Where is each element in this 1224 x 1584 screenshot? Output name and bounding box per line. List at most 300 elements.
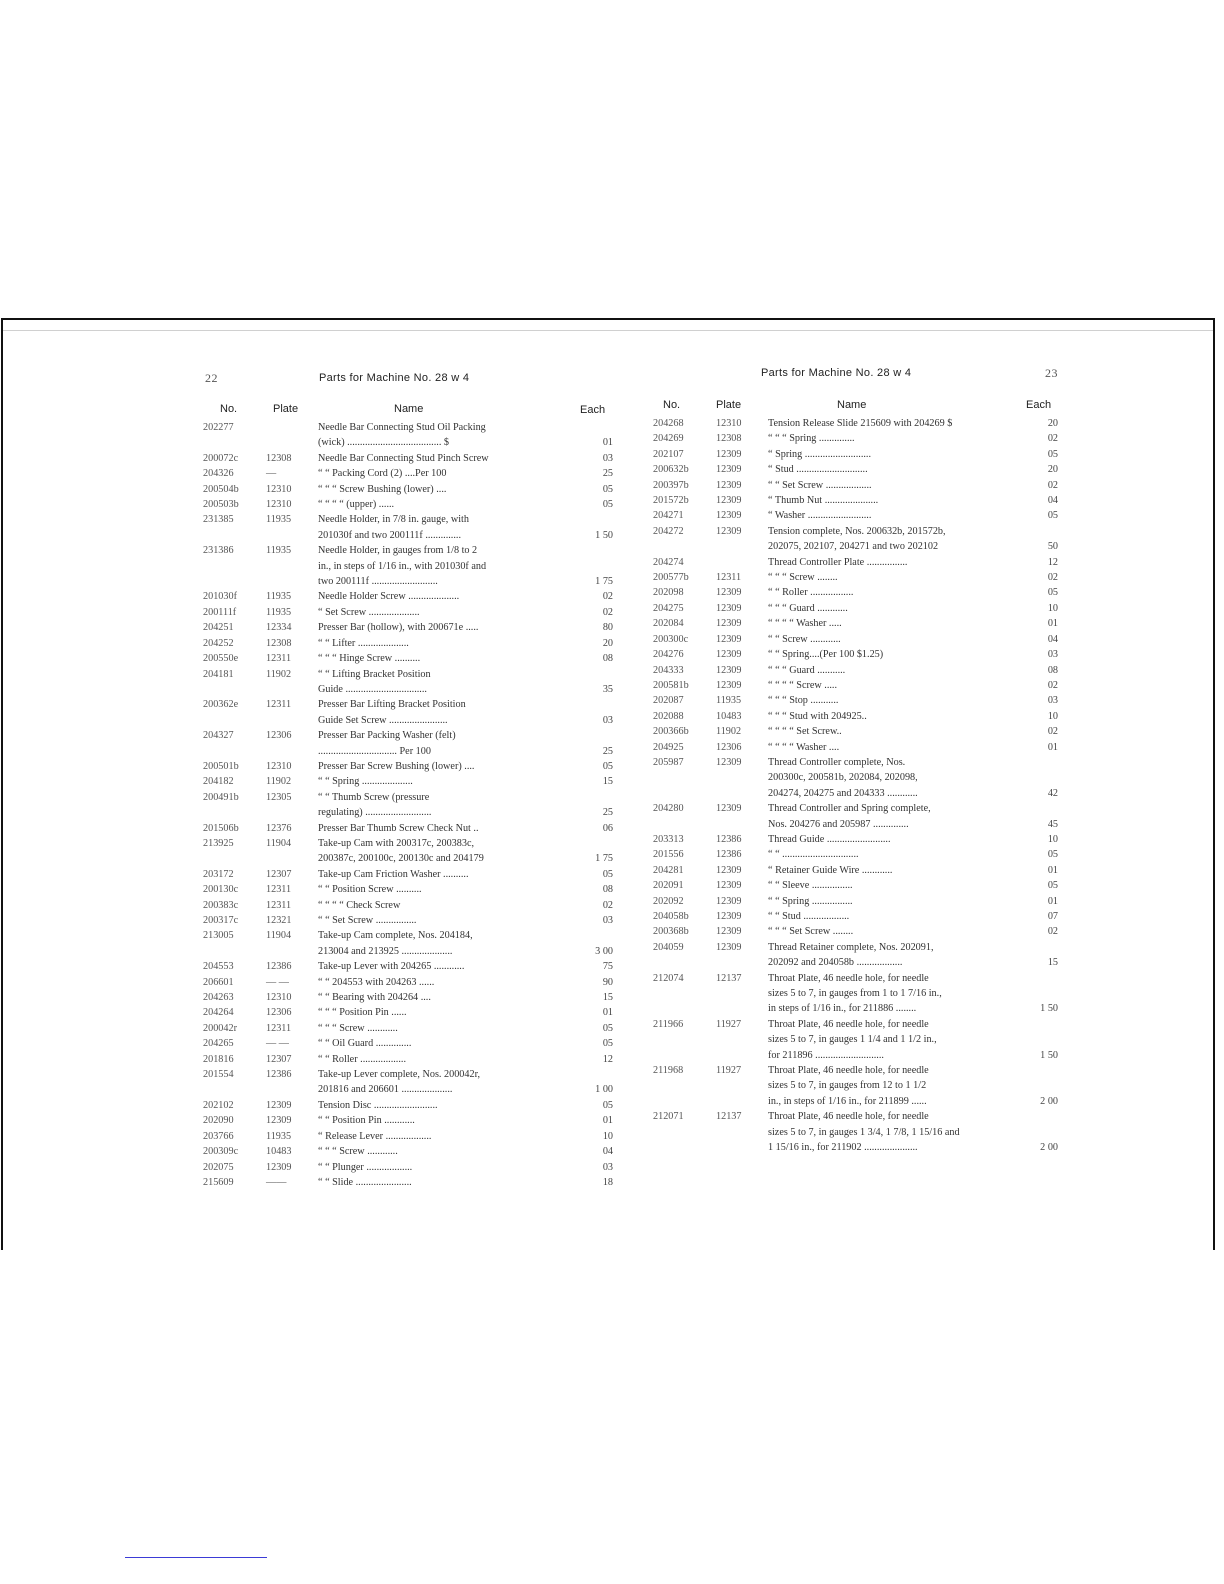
table-row (203, 1129, 613, 1144)
part-number: 202092 (653, 895, 684, 907)
part-name: “ “ “ “ (upper) ...... (318, 499, 395, 511)
plate-number: 12309 (266, 1099, 292, 1111)
part-name: “ Retainer Guide Wire ............ (768, 864, 893, 876)
part-price: 10 (1047, 833, 1058, 845)
table-row (653, 1048, 1058, 1063)
part-number: 202075 (203, 1161, 234, 1173)
part-price: 05 (1047, 880, 1058, 892)
table-row (653, 570, 1058, 585)
part-price: 02 (1047, 679, 1058, 691)
part-price: 03 (602, 915, 613, 926)
part-number: 204263 (203, 992, 234, 1004)
plate-number: 11902 (716, 726, 742, 738)
table-row (203, 1098, 613, 1113)
part-number (653, 1032, 716, 1047)
part-number: 200130c (203, 884, 239, 896)
plate-number (716, 786, 768, 801)
part-number: 204059 (653, 941, 684, 953)
part-price (1026, 1125, 1058, 1140)
part-name: sizes 5 to 7, in gauges from 12 to 1 1/2 (768, 1080, 927, 1092)
part-name: “ “ “ Hinge Screw .......... (318, 653, 421, 665)
part-number: 203766 (203, 1130, 234, 1142)
part-number: 215609 (203, 1176, 234, 1188)
part-name: “ “ Thumb Screw (pressure (318, 791, 430, 803)
part-name: sizes 5 to 7, in gauges 1 3/4, 1 7/8, 1 15/16 and (768, 1126, 960, 1138)
part-name: “ “ Spring....(Per 100 $1.25) (768, 649, 884, 661)
part-number (653, 986, 716, 1001)
plate-number: 11935 (716, 695, 742, 707)
part-price: 08 (602, 884, 613, 896)
table-row (203, 713, 613, 728)
table-row (653, 878, 1058, 893)
table-row (653, 1017, 1058, 1032)
table-row (653, 493, 1058, 508)
part-name: “ “ “ Stop ........... (768, 695, 839, 707)
part-price: 04 (1047, 633, 1058, 645)
table-row (203, 1005, 613, 1020)
plate-number: 11927 (716, 1065, 742, 1077)
part-name: Needle Holder Screw .................... (318, 591, 460, 603)
part-name: Presser Bar (hollow), with 200671e ..... (318, 622, 479, 634)
table-row (653, 601, 1058, 616)
part-number: 202084 (653, 618, 684, 630)
part-name: “ “ “ Guard ........... (768, 664, 846, 676)
plate-number (716, 817, 768, 832)
part-name: “ “ “ Screw ........ (768, 572, 838, 584)
part-price: 80 (602, 622, 613, 634)
part-price: 01 (602, 437, 613, 449)
table-row (653, 478, 1058, 493)
part-name: Throat Plate, 46 needle hole, for needle (768, 1111, 929, 1123)
part-name: Throat Plate, 46 needle hole, for needle (768, 1018, 929, 1030)
plate-number: 12309 (716, 926, 742, 938)
part-name: Take-up Cam with 200317c, 200383c, (318, 837, 475, 849)
plate-number: 12307 (266, 1053, 292, 1065)
part-price: 05 (602, 1038, 613, 1050)
plate-number: 12306 (266, 1007, 292, 1019)
part-name: Tension complete, Nos. 200632b, 201572b, (768, 525, 946, 537)
table-row (653, 863, 1058, 878)
table-row (653, 801, 1058, 816)
part-price: 07 (1047, 911, 1058, 922)
plate-number: 11904 (266, 837, 292, 849)
part-name: 200387c, 200100c, 200130c and 204179 (318, 853, 484, 865)
part-number: 200581b (653, 679, 689, 691)
plate-number: 12376 (266, 822, 292, 834)
part-price (1026, 1017, 1058, 1032)
part-number: 202102 (203, 1099, 234, 1111)
part-price (1026, 1063, 1058, 1078)
part-name: “ “ “ Position Pin ...... (318, 1007, 407, 1019)
part-name: “ “ Slide ...................... (318, 1176, 412, 1188)
plate-number: 12306 (266, 730, 292, 742)
part-name: “ “ “ Guard ............ (768, 602, 848, 614)
column-header-no: No. (663, 399, 681, 411)
part-number: 200366b (653, 726, 689, 738)
plate-number: — — (266, 1038, 289, 1050)
part-price (1026, 755, 1058, 770)
part-name: 201030f and two 200111f .............. (318, 529, 461, 541)
plate-number: —— (266, 1176, 287, 1188)
plate-number: 12305 (266, 791, 292, 803)
part-name: Thread Controller complete, Nos. (768, 756, 906, 768)
table-row (203, 1036, 613, 1051)
part-number: 202090 (203, 1115, 234, 1127)
part-price: 05 (602, 868, 613, 880)
table-row (203, 559, 613, 574)
part-number: 203313 (653, 833, 684, 845)
plate-number: 10483 (716, 710, 742, 722)
page-number: 22 (205, 371, 218, 385)
plate-number: 12309 (716, 880, 742, 892)
plate-number: 12309 (716, 495, 742, 507)
table-row (653, 431, 1058, 446)
part-price: 15 (602, 776, 613, 788)
part-price: 15 (602, 992, 613, 1004)
part-price (573, 420, 613, 435)
plate-number: 12137 (716, 972, 742, 984)
part-number (653, 1078, 716, 1093)
table-row (203, 744, 613, 759)
part-name: 204274, 204275 and 204333 ............ (768, 787, 918, 799)
part-name: Guide ................................ (318, 683, 427, 695)
part-price: 05 (602, 760, 613, 772)
plate-number (266, 420, 318, 435)
part-number: 204269 (653, 433, 684, 445)
part-number: 204252 (203, 637, 234, 649)
table-row (203, 420, 613, 435)
plate-number: 12310 (266, 483, 292, 495)
table-row (203, 790, 613, 805)
part-number: 200072c (203, 452, 239, 464)
plate-number: 12311 (266, 699, 292, 711)
part-number: 201554 (203, 1069, 234, 1081)
table-row (653, 508, 1058, 523)
part-price: 06 (602, 822, 613, 834)
part-price: 10 (1047, 602, 1058, 614)
plate-number (266, 744, 318, 759)
part-number: 204181 (203, 668, 234, 680)
part-name: “ “ “ “ Set Screw.. (768, 726, 842, 738)
table-row (203, 1175, 613, 1190)
page-title: Parts for Machine No. 28 w 4 (319, 372, 470, 384)
part-name: two 200111f .......................... (318, 576, 438, 588)
plate-number: 12311 (266, 899, 292, 911)
part-number: 200300c (653, 633, 689, 645)
part-price (1026, 1109, 1058, 1124)
plate-number (716, 986, 768, 1001)
part-name: “ “ “ “ Check Screw (318, 899, 401, 911)
part-number: 204182 (203, 776, 234, 788)
part-name: “ “ Packing Cord (2) ....Per 100 (318, 468, 447, 480)
plate-number (266, 559, 318, 574)
part-price: 18 (602, 1176, 613, 1188)
column-header-plate: Plate (273, 403, 299, 415)
plate-number: — (266, 468, 277, 480)
part-number (653, 770, 716, 785)
table-row (203, 1067, 613, 1082)
part-price: 05 (602, 1022, 613, 1034)
part-number: 204268 (653, 418, 684, 429)
part-name: “ “ Roller ................. (768, 587, 854, 599)
part-name: “ “ Plunger .................. (318, 1161, 413, 1173)
part-number: 203172 (203, 868, 234, 880)
part-number: 204281 (653, 864, 684, 876)
part-name: “ “ Set Screw .................. (768, 479, 872, 491)
part-number: 212074 (653, 972, 684, 984)
plate-number (266, 435, 318, 450)
plate-number: 11935 (266, 591, 292, 603)
part-price: 50 (1047, 541, 1058, 553)
part-number: 204058b (653, 911, 689, 922)
part-price: 90 (602, 976, 613, 988)
part-name: 1 15/16 in., for 211902 ..................... (768, 1142, 918, 1154)
part-number (653, 817, 716, 832)
part-price: 04 (1047, 495, 1058, 507)
part-name: Presser Bar Packing Washer (felt) (318, 730, 456, 742)
part-number: 200501b (203, 760, 239, 772)
part-price (1026, 971, 1058, 986)
plate-number: — — (266, 976, 289, 988)
table-row (203, 605, 613, 620)
plate-number: 12310 (266, 760, 292, 772)
plate-number: 12386 (266, 1069, 292, 1081)
table-row (653, 755, 1058, 770)
part-price: 1 50 (1040, 1049, 1058, 1061)
part-price: 02 (1047, 926, 1058, 938)
part-name: “ “ “ Screw ............ (318, 1022, 398, 1034)
part-price (1026, 770, 1058, 785)
part-price: 1 50 (595, 529, 613, 541)
part-price (573, 790, 613, 805)
part-price: 03 (602, 1161, 613, 1173)
part-name: Take-up Cam complete, Nos. 204184, (318, 930, 473, 942)
plate-number: 12311 (266, 1022, 292, 1034)
plate-number: 12386 (716, 849, 742, 861)
column-header-each: Each (1026, 399, 1052, 411)
table-row (203, 636, 613, 651)
part-number (203, 1082, 266, 1097)
plate-number: 12309 (716, 464, 742, 476)
part-name: regulating) .......................... (318, 807, 432, 819)
table-row (653, 693, 1058, 708)
part-price: 04 (602, 1146, 613, 1158)
part-name: in., in steps of 1/16 in., for 211899 ...... (768, 1095, 927, 1107)
part-price (1026, 940, 1058, 955)
plate-number: 12309 (716, 618, 742, 630)
table-row (653, 1078, 1058, 1093)
part-name: Throat Plate, 46 needle hole, for needle (768, 1065, 929, 1077)
part-number (203, 805, 266, 820)
table-row (203, 759, 613, 774)
plate-number (266, 1082, 318, 1097)
part-name: “ “ Screw ............ (768, 633, 841, 645)
part-number (653, 539, 716, 554)
table-row (203, 435, 613, 450)
part-number: 200309c (203, 1146, 239, 1158)
plate-number: 11935 (266, 606, 292, 618)
part-name: “ Stud ............................ (768, 464, 868, 476)
part-price (573, 667, 613, 682)
table-row (203, 805, 613, 820)
part-name: Needle Holder, in gauges from 1/8 to 2 (318, 545, 478, 557)
part-name: in., in steps of 1/16 in., with 201030f and (318, 560, 487, 572)
part-price: 01 (602, 1115, 613, 1127)
table-row (653, 678, 1058, 693)
part-number (203, 574, 266, 589)
plate-number (716, 770, 768, 785)
plate-number (266, 805, 318, 820)
plate-number (266, 574, 318, 589)
table-row (203, 482, 613, 497)
part-number: 200504b (203, 483, 239, 495)
part-price: 2 00 (1040, 1142, 1058, 1154)
part-number (203, 528, 266, 543)
part-price: 01 (1047, 895, 1058, 907)
table-row (203, 1160, 613, 1175)
table-row (653, 955, 1058, 970)
part-number: 200383c (203, 899, 239, 911)
plate-number: 12386 (716, 833, 742, 845)
table-row (653, 909, 1058, 924)
table-row (203, 497, 613, 512)
part-number: 202098 (653, 587, 684, 599)
part-price: 02 (1047, 726, 1058, 738)
part-number: 204272 (653, 525, 684, 537)
part-number: 202088 (653, 710, 684, 722)
part-name: sizes 5 to 7, in gauges from 1 to 1 7/16 in., (768, 988, 942, 1000)
part-number: 205987 (653, 756, 684, 768)
part-number: 204333 (653, 664, 684, 676)
part-name: “ “ Lifting Bracket Position (318, 668, 431, 680)
part-name: Tension Release Slide 215609 with 204269 $ (768, 418, 953, 429)
part-price: 12 (602, 1053, 613, 1065)
table-row (653, 462, 1058, 477)
table-row (203, 774, 613, 789)
table-row (203, 512, 613, 527)
plate-number: 12309 (716, 895, 742, 907)
part-price: 15 (1047, 957, 1058, 969)
table-row (653, 447, 1058, 462)
table-row (653, 1094, 1058, 1109)
part-price: 02 (1047, 572, 1058, 584)
part-price: 20 (1047, 418, 1058, 429)
part-name: in steps of 1/16 in., for 211886 ........ (768, 1003, 917, 1015)
part-number: 200503b (203, 499, 239, 511)
part-price (1026, 1078, 1058, 1093)
part-price (573, 836, 613, 851)
plate-number: 12309 (716, 587, 742, 599)
table-row (653, 986, 1058, 1001)
part-number: 200042r (203, 1022, 237, 1034)
part-name: “ Release Lever .................. (318, 1130, 432, 1142)
part-name: Take-up Lever complete, Nos. 200042r, (318, 1069, 481, 1081)
part-price (573, 559, 613, 574)
part-number: 206601 (203, 976, 234, 988)
part-name: Presser Bar Lifting Bracket Position (318, 699, 466, 711)
part-name: Presser Bar Thumb Screw Check Nut .. (318, 822, 479, 834)
part-name: (wick) ..................................... $ (318, 437, 450, 449)
page-number: 23 (1045, 366, 1058, 380)
part-number: 204251 (203, 622, 234, 634)
plate-number: 12309 (716, 664, 742, 676)
part-name: 201816 and 206601 .................... (318, 1084, 453, 1096)
part-number: 200368b (653, 926, 689, 938)
part-price: 2 00 (1040, 1095, 1058, 1107)
part-price: 10 (1047, 710, 1058, 722)
part-price (1026, 801, 1058, 816)
plate-number: 12309 (716, 649, 742, 661)
part-price: 1 00 (595, 1084, 613, 1096)
part-price: 20 (1047, 464, 1058, 476)
part-price: 42 (1047, 787, 1058, 799)
part-price: 03 (602, 452, 613, 464)
part-number: 201556 (653, 849, 684, 861)
table-row (203, 975, 613, 990)
part-number (653, 1001, 716, 1016)
plate-number (716, 1140, 768, 1155)
plate-number (716, 555, 768, 570)
plate-number: 12137 (716, 1111, 742, 1123)
plate-number: 12311 (266, 884, 292, 896)
plate-number: 12309 (716, 633, 742, 645)
part-number: 231385 (203, 514, 234, 526)
part-name: “ “ Spring ................ (768, 895, 853, 907)
table-row (653, 1063, 1058, 1078)
part-name: “ “ .............................. (768, 849, 859, 861)
plate-number (266, 528, 318, 543)
plate-number (266, 944, 318, 959)
plate-number: 11902 (266, 776, 292, 788)
part-number (653, 786, 716, 801)
part-price: 3 00 (595, 945, 613, 957)
part-price: 05 (1047, 510, 1058, 522)
table-row (203, 959, 613, 974)
part-price: 05 (1047, 849, 1058, 861)
table-row (203, 728, 613, 743)
table-row (203, 928, 613, 943)
plate-number: 11935 (266, 514, 292, 526)
column-header-no: No. (220, 403, 238, 415)
plate-number: 12309 (716, 510, 742, 522)
part-price: 01 (1047, 618, 1058, 630)
table-row (653, 524, 1058, 539)
part-name: for 211896 ........................... (768, 1049, 884, 1061)
plate-number: 12310 (716, 418, 742, 429)
plate-number: 12308 (266, 452, 292, 464)
plate-number: 12310 (266, 499, 292, 511)
part-number: 204925 (653, 741, 684, 753)
part-number: 200111f (203, 606, 237, 618)
part-number (203, 851, 266, 866)
part-name: “ Set Screw .................... (318, 606, 420, 618)
part-name: Thread Controller Plate ................ (768, 556, 908, 568)
part-number (653, 1048, 716, 1063)
part-name: “ “ “ Stud with 204925.. (768, 710, 867, 722)
part-name: ............................... Per 100 (318, 745, 431, 757)
plate-number (266, 682, 318, 697)
part-number: 201506b (203, 822, 239, 834)
part-number (203, 559, 266, 574)
table-row (653, 894, 1058, 909)
part-number: 200362e (203, 699, 239, 711)
part-number: 201816 (203, 1053, 234, 1065)
part-name: “ “ Sleeve ................ (768, 880, 853, 892)
part-number (653, 955, 716, 970)
table-row (653, 940, 1058, 955)
part-price: 75 (602, 961, 613, 973)
part-price: 20 (602, 637, 613, 649)
